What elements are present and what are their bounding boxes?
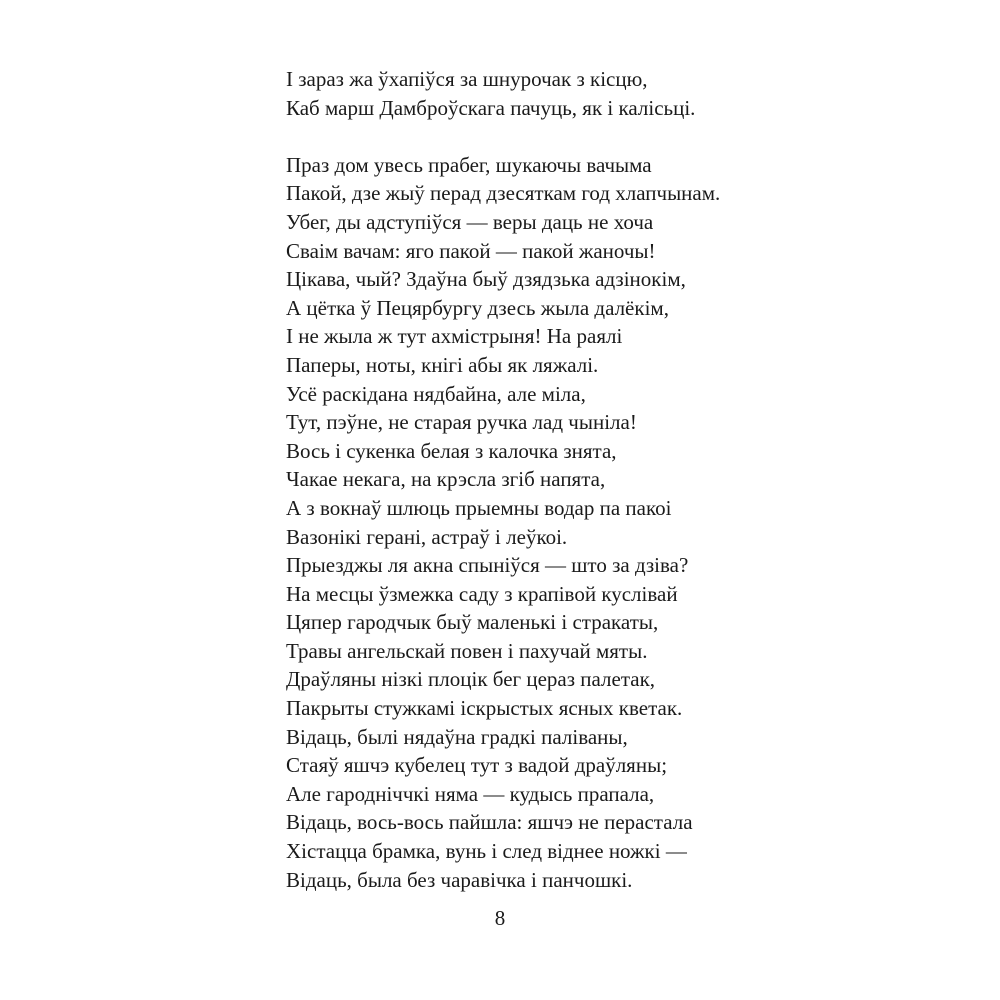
poem-line: І не жыла ж тут ахмістрыня! На раялі	[286, 324, 623, 349]
poem-line: Паперы, ноты, кнігі абы як ляжалі.	[286, 352, 599, 377]
poem-text	[286, 65, 846, 894]
poem-line: Чакае некага, на крэсла згіб напята,	[286, 467, 606, 492]
poem-line: Сваім вачам: яго пакой — пакой жаночы!	[286, 238, 656, 263]
poem-line: Прыезджы ля акна спыніўся — што за дзіва?	[286, 553, 689, 578]
poem-line: А цётка ў Пецярбургу дзесь жыла далёкім,	[286, 295, 669, 320]
poem-line: Відаць, былі нядаўна градкі паліваны,	[286, 724, 628, 749]
poem-line: Вазонікі герані, астраў і леўкоі.	[286, 524, 568, 549]
poem-line: Відаць, вось-вось пайшла: яшчэ не перастала	[286, 810, 693, 835]
page-number: 8	[494, 906, 506, 930]
stanza-1	[286, 65, 846, 122]
poem-line: А з вокнаў шлюць прыемны водар па пакоі	[286, 495, 672, 520]
poem-line: Травы ангельскай повен і пахучай мяты.	[286, 638, 648, 663]
poem-line: Але гародніччкі няма — кудысь прапала,	[286, 781, 655, 806]
poem-line: Цяпер гародчык быў маленькі і стракаты,	[286, 610, 659, 635]
stanza-2	[286, 151, 846, 894]
poem-line: Хістацца брамка, вунь і след віднее ножкі —	[286, 839, 687, 864]
poem-line: Драўляны нізкі плоцік бег цераз палетак,	[286, 667, 656, 692]
poem-line: Пакой, дзе жыў перад дзесяткам год хлапчынам.	[286, 181, 721, 206]
poem-line: Вось і сукенка белая з калочка знята,	[286, 438, 617, 463]
poem-line: Цікава, чый? Здаўна быў дзядзька адзінокім,	[286, 267, 686, 292]
poem-line: Каб марш Дамброўскага пачуць, як і калісьці.	[286, 95, 696, 120]
poem-line: Убег, ды адступіўся — веры даць не хоча	[286, 209, 654, 234]
poem-line: Тут, пэўне, не старая ручка лад чыніла!	[286, 410, 637, 435]
poem-line: На месцы ўзмежка саду з крапівой куслівай	[286, 581, 678, 606]
poem-line: Праз дом увесь прабег, шукаючы вачыма	[286, 152, 652, 177]
poem-line: Пакрыты стужкамі іскрыстых ясных кветак.	[286, 696, 683, 721]
poem-line: Стаяў яшчэ кубелец тут з вадой драўляны;	[286, 753, 668, 778]
poem-line: Відаць, была без чаравічка і панчошкі.	[286, 867, 633, 892]
poem-line: І зараз жа ўхапіўся за шнурочак з кісцю,	[286, 67, 648, 91]
poem-line: Усё раскідана нядбайна, але міла,	[286, 381, 586, 406]
